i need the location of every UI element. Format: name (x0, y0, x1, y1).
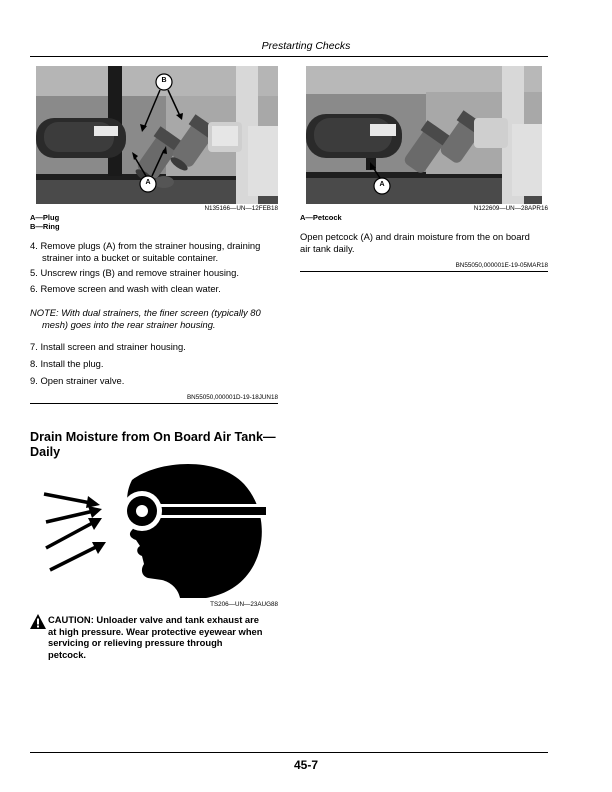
step-6 (30, 283, 280, 295)
section-title-line-2: Daily (30, 445, 61, 459)
step-text: Remove screen and wash with clean water. (40, 283, 221, 294)
legend-item-ring: B—Ring (30, 222, 60, 231)
document-ref: BN55050,000001E-19-05MAR18 (455, 262, 548, 269)
step-number: 9. (30, 375, 38, 386)
step-number: 8. (30, 358, 38, 369)
callout-a-label: A (379, 181, 385, 188)
drain-instruction (300, 231, 550, 254)
step-number: 7. (30, 341, 38, 352)
running-header: Prestarting Checks (261, 40, 351, 52)
legend-item-plug: A—Plug (30, 213, 60, 222)
eye-protection-icon (40, 460, 272, 598)
drain-instruction-line-1: Open petcock (A) and drain moisture from the on board (300, 231, 530, 242)
section-title (30, 430, 280, 460)
step-4 (30, 240, 280, 252)
callout-a-label: A (145, 179, 151, 186)
caution-line-1: CAUTION: Unloader valve and tank exhaust are (48, 614, 259, 625)
figure-ref-code: N122609—UN—28APR16 (473, 205, 548, 212)
strainer-photo (36, 66, 278, 204)
step-text: Remove plugs (A) from the strainer housing, draining (40, 240, 261, 251)
document-ref: BN55050,000001D-19-18JUN18 (186, 394, 278, 401)
section-rule (30, 403, 278, 404)
step-7 (30, 341, 280, 353)
drain-instruction-line-2: air tank daily. (300, 242, 355, 254)
step-number: 5. (30, 267, 38, 278)
step-8 (30, 358, 280, 370)
step-number: 6. (30, 283, 38, 294)
note-line-2: mesh) goes into the rear strainer housing. (42, 319, 216, 330)
figure-ref-code: N135166—UN—12FEB18 (204, 205, 278, 212)
footer-rule (30, 752, 548, 753)
air-tank-photo (306, 66, 542, 204)
step-4-continued: strainer into a bucket or suitable container. (42, 252, 219, 263)
caution-line-2: at high pressure. Wear protective eyewear when (48, 625, 263, 637)
step-9 (30, 375, 280, 387)
section-rule (300, 271, 548, 272)
note-line-1: NOTE: With dual strainers, the finer screen (typically 80 (30, 307, 261, 318)
caution-line-4: petcock. (48, 648, 87, 660)
step-text: Unscrew rings (B) and remove strainer housing. (40, 267, 239, 278)
callout-b-label: B (161, 77, 167, 84)
caution-text (48, 614, 282, 660)
page-number: 45-7 (293, 758, 319, 772)
caution-line-3: servicing or relieving pressure through (48, 637, 223, 648)
figure-legend (300, 213, 342, 222)
caution-icon (30, 614, 46, 629)
section-title-line-1: Drain Moisture from On Board Air Tank— (30, 430, 276, 444)
legend-item-petcock: A—Petcock (300, 213, 342, 222)
step-text: Install the plug. (40, 358, 104, 369)
figure-ref-code: TS206—UN—23AUG88 (210, 601, 278, 608)
step-number: 4. (30, 240, 38, 251)
header-rule (30, 56, 548, 57)
step-text: Open strainer valve. (40, 375, 125, 386)
step-5 (30, 267, 280, 279)
step-text: Install screen and strainer housing. (40, 341, 186, 352)
figure-legend (30, 213, 60, 231)
